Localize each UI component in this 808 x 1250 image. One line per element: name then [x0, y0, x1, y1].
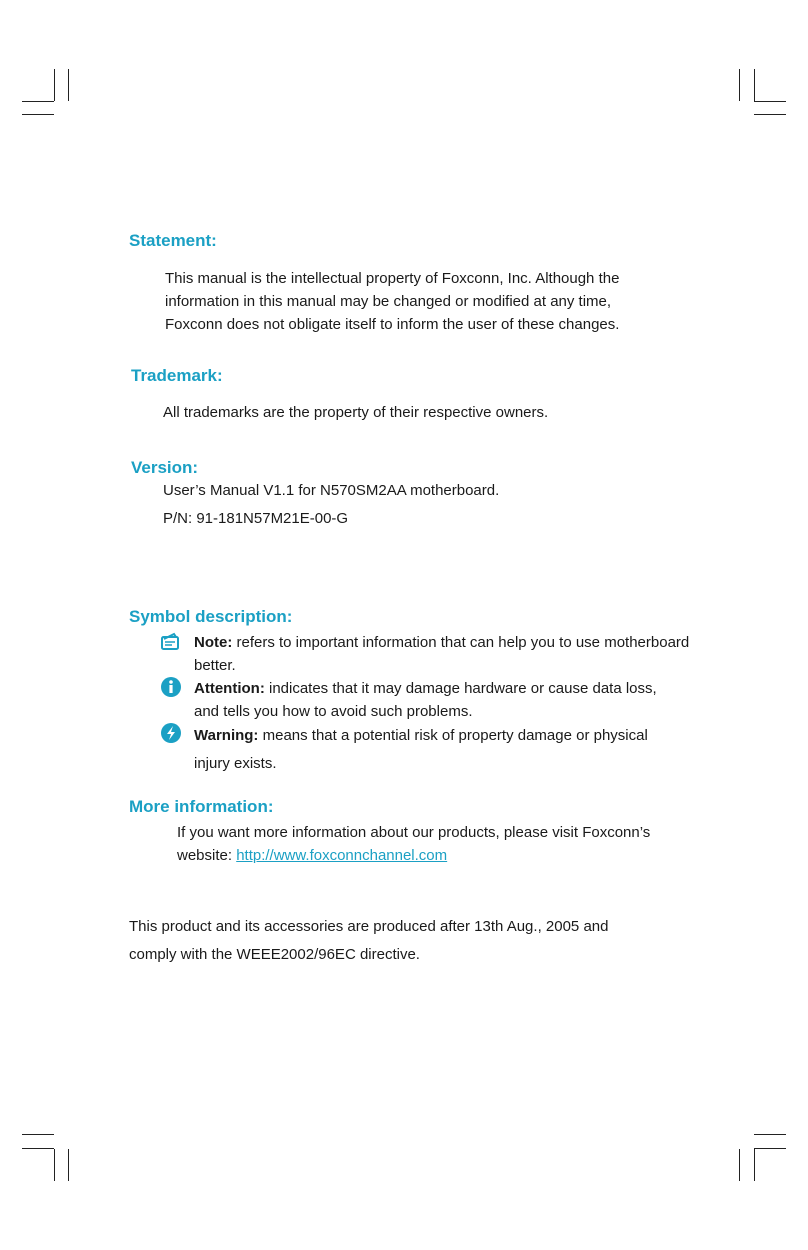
more-information-paragraph	[177, 821, 687, 867]
attention-text-line-1: indicates that it may damage hardware or cause data loss,	[264, 680, 657, 697]
info-icon	[160, 676, 182, 698]
crop-mark-top-left-v2	[68, 69, 69, 101]
note-label: Note:	[194, 634, 233, 651]
crop-mark-top-left-v	[54, 69, 55, 101]
crop-mark-bottom-right-h2	[754, 1148, 786, 1149]
crop-mark-top-left-h2	[22, 114, 54, 115]
trademark-heading: Trademark:	[131, 366, 223, 385]
note-text-line-1: refers to important information that can help you to use motherboard	[232, 634, 690, 651]
crop-mark-bottom-right-v	[739, 1149, 740, 1181]
statement-line-2: information in this manual may be changed or modified at any time,	[165, 293, 612, 310]
version-heading: Version:	[131, 458, 199, 477]
note-text-line-2: better.	[194, 657, 236, 674]
statement-line-3: Foxconn does not obligate itself to inform the user of these changes.	[165, 316, 620, 333]
attention-text-line-2: and tells you how to avoid such problems.	[194, 703, 473, 720]
crop-mark-bottom-left-v	[54, 1149, 55, 1181]
attention-description	[194, 677, 694, 723]
more-information-heading: More information:	[129, 797, 274, 816]
statement-paragraph	[165, 267, 671, 336]
crop-mark-bottom-left-v2	[68, 1149, 69, 1181]
note-icon	[160, 630, 182, 652]
crop-mark-bottom-left-h2	[22, 1148, 54, 1149]
note-description	[194, 631, 694, 677]
warning-label: Warning:	[194, 727, 259, 744]
crop-mark-top-right-v	[739, 69, 740, 101]
website-label: website:	[177, 847, 237, 864]
crop-mark-top-right-h	[754, 101, 786, 102]
weee-line-1: This product and its accessories are produced after 13th Aug., 2005 and	[129, 918, 609, 935]
version-manual: User’s Manual V1.1 for N570SM2AA motherboard.	[163, 482, 500, 499]
trademark-text: All trademarks are the property of their respective owners.	[163, 404, 549, 421]
statement-line-1: This manual is the intellectual property of Foxconn, Inc. Although the	[165, 270, 620, 287]
version-part-number: P/N: 91-181N57M21E-00-G	[163, 510, 349, 527]
lightning-icon	[160, 722, 182, 744]
crop-mark-top-right-v2	[754, 69, 755, 101]
website-link[interactable]: http://www.foxconnchannel.com	[236, 847, 448, 864]
crop-mark-bottom-left-h	[22, 1134, 54, 1135]
warning-description	[194, 724, 694, 775]
warning-text-line-1: means that a potential risk of property damage or physical	[258, 727, 648, 744]
attention-label: Attention:	[194, 680, 265, 697]
crop-mark-top-left-h	[22, 101, 54, 102]
weee-paragraph	[129, 913, 608, 969]
crop-mark-bottom-right-v2	[754, 1149, 755, 1181]
statement-heading: Statement:	[129, 231, 217, 250]
more-information-line-1: If you want more information about our products, please visit Foxconn’s	[177, 824, 651, 841]
crop-mark-bottom-right-h	[754, 1134, 786, 1135]
symbol-description-heading: Symbol description:	[129, 607, 293, 626]
crop-mark-top-right-h2	[754, 114, 786, 115]
weee-line-2: comply with the WEEE2002/96EC directive.	[129, 946, 420, 963]
warning-text-line-2: injury exists.	[194, 755, 277, 772]
